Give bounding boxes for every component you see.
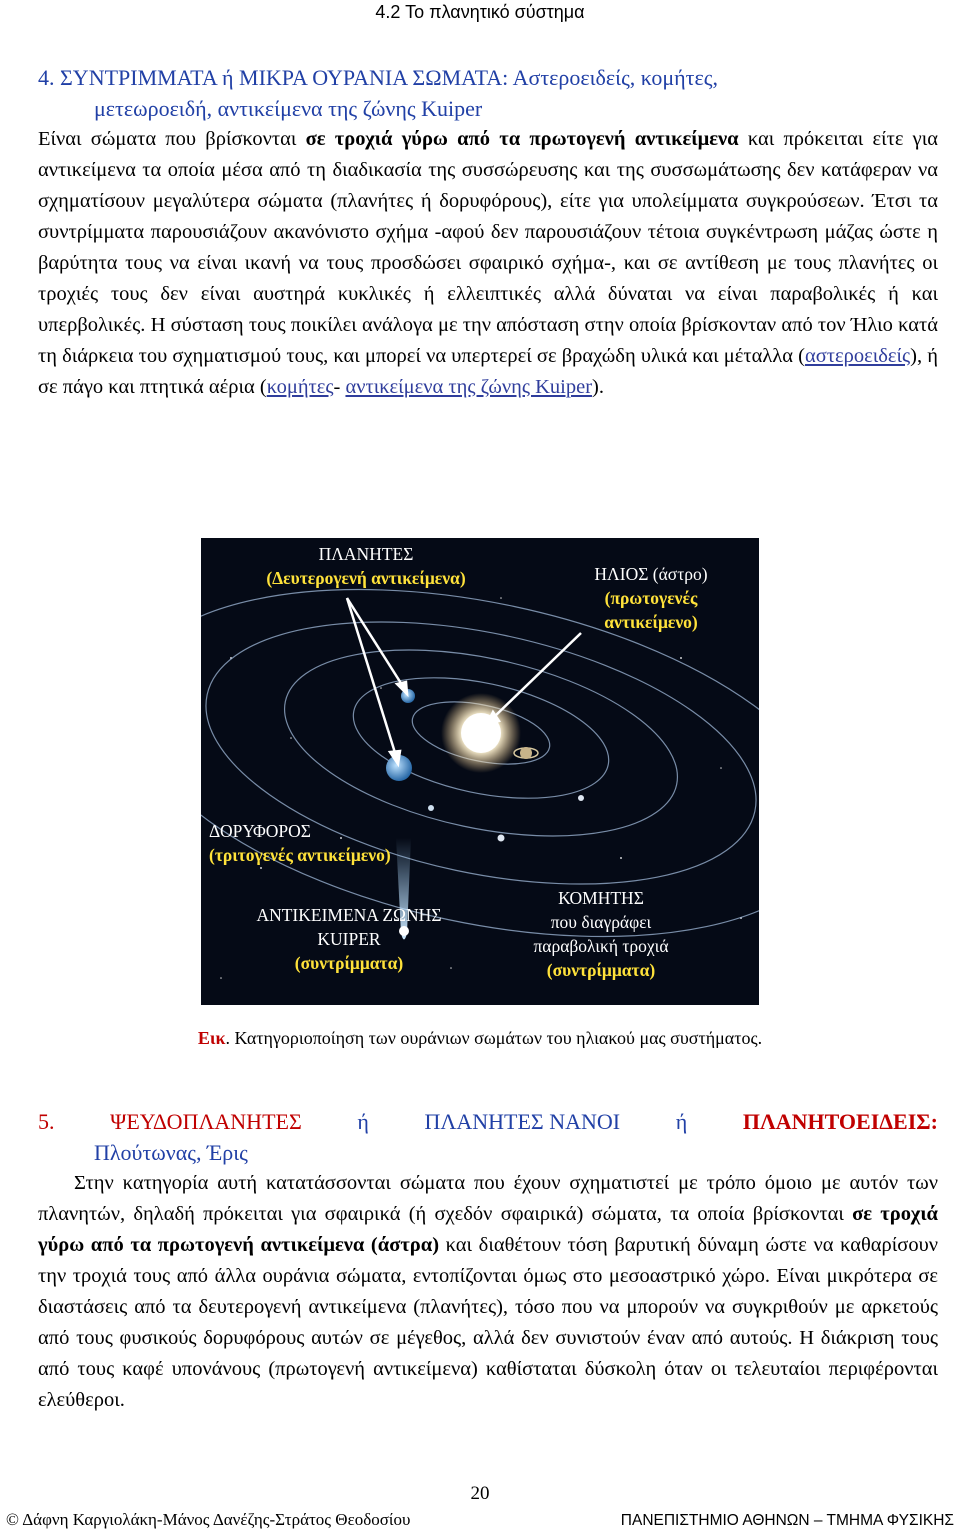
figure-caption: Εικ. Κατηγοριοποίηση των ουράνιων σωμάτων του ηλιακού μας συστήματος. — [197, 1028, 763, 1048]
section-5-number: 5. — [38, 1109, 55, 1134]
footer-authors: © Δάφνη Καργιολάκη-Μάνος Δανέζης-Στράτος Θεοδοσίου — [6, 1510, 411, 1529]
label-comet: ΚΟΜΗΤΗΣ που διαγράφει παραβολική τροχιά (συντρίμματα) — [533, 888, 669, 980]
running-header: 4.2 Το πλανητικό σύστημα — [375, 2, 585, 22]
section-5-keyword: ΨΕΥΔΟΠΛΑΝΗΤΕΣ — [110, 1109, 302, 1134]
section-4-heading — [38, 62, 938, 93]
section-4-heading-rest: Αστεροειδείς, κομήτες, — [512, 65, 718, 90]
bold-phrase: σε τροχιά γύρω από τα πρωτογενή αντικείμενα (άστρα) — [38, 1203, 938, 1256]
section-4-subheading: μετεωροειδή, αντικείμενα της ζώνης Kuiper — [94, 96, 483, 121]
section-5-subheading: Πλούτωνας, Έρις — [94, 1140, 248, 1165]
section-4-paragraph: Είναι σώματα που βρίσκονται σε τροχιά γύρω από τα πρωτογενή αντικείμενα και πρόκειται είτε για αντικείμενα τα οποία μέσα από τη διαδικασία της συσσώρευσης και της συσσωμάτωσης δεν κατάφεραν να σχηματίσουν μεγαλύτερα σώματα (πλανήτες ή δορυφόρους), είτε για υπολείμματα συγκρούσεων. Έτσι τα συντρίμματα παρουσιάζουν ακανόνιστο σχήμα -αφού δεν παρουσιάζουν τέτοια συγκέντρωση μάζας ώστε η βαρύτητα τους να είναι ικανή να τους προσδώσει σφαιρικό σχήμα-, και σε αντίθεση με τους πλανήτες οι τροχιές τους δεν είναι αυστηρά κυκλικές ή ελλειπτικές αλλά δύναται να είναι παραβολικές ή και υπερβολικές. Η σύσταση τους ποικίλει ανάλογα με την απόσταση στην οποία βρίσκονταν από τον Ήλιο κατά τη διάρκεια του σχηματισμού τους, και μπορεί να υπερτερεί σε βραχώδη υλικά και μέταλλα (αστεροειδείς), ή σε πάγο και πτητικά αέρια (κομήτες- αντικείμενα της ζώνης Kuiper). — [38, 128, 938, 398]
section-4-keyword: ΣΥΝΤΡΙΜΜΑΤΑ ή ΜΙΚΡΑ ΟΥΡΑΝΙΑ ΣΩΜΑΤΑ: — [60, 65, 509, 90]
caption-label: Εικ — [197, 1028, 226, 1048]
bold-phrase: σε τροχιά γύρω από τα πρωτογενή αντικείμενα — [305, 128, 739, 150]
section-5 — [38, 1106, 938, 1416]
page-number: 20 — [470, 1483, 490, 1504]
moon — [428, 805, 434, 811]
label-planets: ΠΛΑΝΗΤΕΣ (Δευτερογενή αντικείμενα) — [266, 544, 466, 588]
label-kuiper: ΑΝΤΙΚΕΙΜΕΝΑ ΖΩΝΗΣ KUIPER (συντρίμματα) — [256, 905, 442, 973]
section-5-heading: 5. ΨΕΥΔΟΠΛΑΝΗΤΕΣ ή ΠΛΑΝΗΤΕΣ ΝΑΝΟΙ ή ΠΛΑΝΗΤΟΕΙΔΕΙΣ: — [38, 1106, 938, 1137]
section-4 — [38, 62, 938, 403]
link-kuiper[interactable]: αντικείμενα της ζώνης Kuiper — [345, 376, 593, 398]
section-5-paragraph: Στην κατηγορία αυτή κατατάσσονται σώματα που έχουν σχηματιστεί με τρόπο όμοιο με αυτόν των πλανητών, δηλαδή πρόκειται για σφαιρικά (ή σχεδόν σφαιρικά) σώματα, τα οποία βρίσκονται σε τροχιά γύρω από τα πρωτογενή αντικείμενα (άστρα) και διαθέτουν τόση βαρυτική δύναμη ώστε να καθαρίσουν την τροχιά τους από άλλα ουράνια σώματα, εντοπίζονται όμως στο μεσοαστρικό χώρο. Είναι μικρότερα σε διαστάσεις από τα δευτερογενή αντικείμενα (πλανήτες), τόσο που να μπορούν να συγκριθούν με αρκετούς από τους φυσικούς δορυφόρους αυτών σε μέγεθος, αλλά δεν συνιστούν έναν από αυτούς. Η διάκριση τους από τους καφέ υπονάνους (πρωτογενή αντικείμενα) καθίσταται δύσκολη όταν οι τελευταίοι περιφέρονται ελεύθεροι. — [38, 1172, 938, 1411]
label-sun: ΗΛΙΟΣ (άστρο) (πρωτογενές αντικείμενο) — [594, 564, 708, 632]
kuiper-objects — [498, 795, 585, 842]
link-asteroids[interactable]: αστεροειδείς — [804, 345, 911, 367]
section-4-number: 4. — [38, 65, 55, 90]
ringed-planet — [520, 747, 532, 759]
footer-institution: ΠΑΝΕΠΙΣΤΗΜΙΟ ΑΘΗΝΩΝ – ΤΜΗΜΑ ΦΥΣΙΚΗΣ — [620, 1512, 954, 1529]
link-comets[interactable]: κομήτες — [266, 376, 334, 398]
solar-system-figure — [201, 538, 759, 1005]
label-moon: ΔΟΡΥΦΟΡΟΣ (τριτογενές αντικείμενο) — [209, 821, 391, 865]
